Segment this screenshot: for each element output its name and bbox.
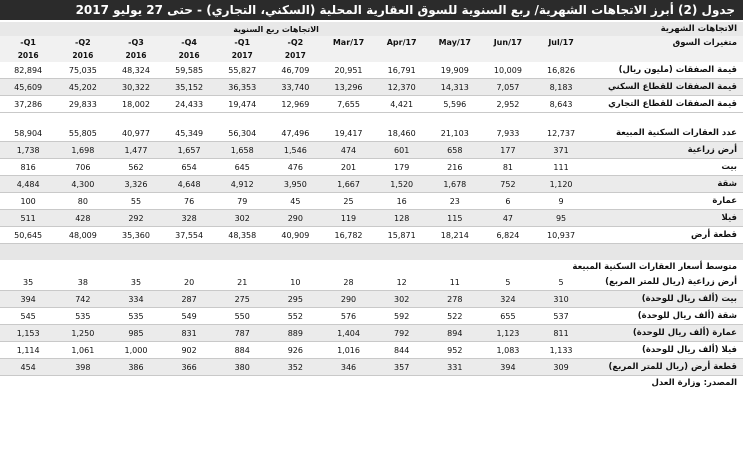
table-cell: 47	[481, 210, 534, 227]
table-row	[0, 308, 743, 325]
table-cell: 645	[216, 159, 269, 176]
column-year	[481, 49, 534, 62]
row-label: قيمة الصفقات للقطاع السكني	[588, 79, 743, 96]
column-header: Q2-	[269, 36, 322, 49]
table-cell: 4,912	[216, 176, 269, 193]
table-row	[0, 291, 743, 308]
column-year: 2016	[0, 49, 56, 62]
table-cell: 562	[109, 159, 162, 176]
row-label: عمارة (ألف ريال للوحدة)	[588, 325, 743, 342]
row-label: شقة (ألف ريال للوحدة)	[588, 308, 743, 325]
table-cell: 8,183	[534, 79, 587, 96]
table-cell: 7,933	[481, 125, 534, 142]
row-label: عمارة	[588, 193, 743, 210]
table-cell: 16,791	[375, 62, 428, 79]
table-cell: 454	[0, 359, 56, 376]
table-cell: 371	[534, 142, 587, 159]
table-cell: 310	[534, 291, 587, 308]
column-header: Q3-	[109, 36, 162, 49]
table-cell: 35,360	[109, 227, 162, 244]
table-cell: 4,648	[163, 176, 216, 193]
table-cell: 545	[0, 308, 56, 325]
table-row	[0, 176, 743, 193]
table-cell: 201	[322, 159, 375, 176]
table-cell: 1,083	[481, 342, 534, 359]
table-cell: 380	[216, 359, 269, 376]
table-cell: 742	[56, 291, 109, 308]
spacer-cell	[0, 244, 743, 261]
table-row	[0, 96, 743, 113]
row-label: قطعة أرض	[588, 227, 743, 244]
table-cell: 14,313	[428, 79, 481, 96]
table-cell: 58,904	[0, 125, 56, 142]
table-cell: 884	[216, 342, 269, 359]
table-cell: 5	[481, 274, 534, 291]
table-cell: 658	[428, 142, 481, 159]
table-cell: 278	[428, 291, 481, 308]
table-cell: 21	[216, 274, 269, 291]
table-cell: 3,950	[269, 176, 322, 193]
table-cell: 79	[216, 193, 269, 210]
table-cell: 46,709	[269, 62, 322, 79]
row-label: قيمة الصفقات للقطاع التجاري	[588, 96, 743, 113]
table-cell: 816	[0, 159, 56, 176]
header-row-years	[0, 49, 743, 62]
table-cell: 55,827	[216, 62, 269, 79]
table-cell: 831	[163, 325, 216, 342]
table-row	[0, 79, 743, 96]
table-cell: 428	[56, 210, 109, 227]
table-row	[0, 210, 743, 227]
table-cell: 45	[269, 193, 322, 210]
table-cell: 35	[0, 274, 56, 291]
table-cell: 328	[163, 210, 216, 227]
table-cell: 16,782	[322, 227, 375, 244]
table-cell: 40,909	[269, 227, 322, 244]
table-cell: 1,678	[428, 176, 481, 193]
table-cell: 10,937	[534, 227, 587, 244]
table-cell: 552	[269, 308, 322, 325]
table-cell: 28	[322, 274, 375, 291]
table-cell: 787	[216, 325, 269, 342]
table-cell: 290	[269, 210, 322, 227]
table-cell: 6	[481, 193, 534, 210]
monthly-label: الاتجاهات الشهرية	[588, 22, 743, 36]
table-cell: 287	[163, 291, 216, 308]
table-row	[0, 159, 743, 176]
table-title: جدول (2) أبرز الاتجاهات الشهرية/ ربع السنوية للسوق العقارية المحلية (السكني، التجاري) - حتى 27 يوليو 2017	[0, 0, 743, 20]
table-cell: 5,596	[428, 96, 481, 113]
table-cell: 1,114	[0, 342, 56, 359]
table-row	[0, 142, 743, 159]
table-row	[0, 125, 743, 142]
table-cell: 37,554	[163, 227, 216, 244]
column-year: 2017	[269, 49, 322, 62]
table-cell: 80	[56, 193, 109, 210]
table-cell: 752	[481, 176, 534, 193]
table-cell: 45,349	[163, 125, 216, 142]
table-cell: 550	[216, 308, 269, 325]
table-cell: 334	[109, 291, 162, 308]
table-cell: 19,417	[322, 125, 375, 142]
table-cell: 535	[56, 308, 109, 325]
table-cell: 11	[428, 274, 481, 291]
table-cell: 592	[375, 308, 428, 325]
row-label: فيلا	[588, 210, 743, 227]
blank-cell	[322, 22, 588, 36]
table-cell: 952	[428, 342, 481, 359]
column-header: Jul/17	[534, 36, 587, 49]
row-label: قطعة أرض (ريال للمتر المربع)	[588, 359, 743, 376]
table-cell: 844	[375, 342, 428, 359]
table-cell: 3,326	[109, 176, 162, 193]
column-header: Q1-	[0, 36, 56, 49]
table-cell: 7,057	[481, 79, 534, 96]
table-cell: 1,133	[534, 342, 587, 359]
table-cell: 654	[163, 159, 216, 176]
table-cell: 535	[109, 308, 162, 325]
table-cell: 19,909	[428, 62, 481, 79]
column-header: Jun/17	[481, 36, 534, 49]
table-cell: 9	[534, 193, 587, 210]
table-cell: 18,460	[375, 125, 428, 142]
table-cell: 37,286	[0, 96, 56, 113]
table-cell: 926	[269, 342, 322, 359]
table-cell: 1,016	[322, 342, 375, 359]
table-cell: 18,002	[109, 96, 162, 113]
table-cell: 10,009	[481, 62, 534, 79]
table-cell: 16,826	[534, 62, 587, 79]
column-year: 2016	[109, 49, 162, 62]
table-cell: 1,153	[0, 325, 56, 342]
column-header: Mar/17	[322, 36, 375, 49]
table-cell: 59,585	[163, 62, 216, 79]
table-cell: 346	[322, 359, 375, 376]
column-year	[375, 49, 428, 62]
table-cell: 474	[322, 142, 375, 159]
section-title: متوسط أسعار العقارات السكنية المبيعة	[428, 260, 743, 274]
table-cell: 1,123	[481, 325, 534, 342]
table-cell: 894	[428, 325, 481, 342]
table-cell: 16	[375, 193, 428, 210]
column-year: 2017	[216, 49, 269, 62]
table-cell: 4,300	[56, 176, 109, 193]
row-label: قيمة الصفقات (مليون ريال)	[588, 62, 743, 79]
table-cell: 366	[163, 359, 216, 376]
table-cell: 352	[269, 359, 322, 376]
row-label: شقة	[588, 176, 743, 193]
table-cell: 1,698	[56, 142, 109, 159]
table-cell: 1,546	[269, 142, 322, 159]
table-cell: 33,740	[269, 79, 322, 96]
table-cell: 655	[481, 308, 534, 325]
table-cell: 1,658	[216, 142, 269, 159]
table-cell: 522	[428, 308, 481, 325]
table-cell: 76	[163, 193, 216, 210]
table-cell: 100	[0, 193, 56, 210]
table-cell: 394	[0, 291, 56, 308]
table-cell: 29,833	[56, 96, 109, 113]
table-cell: 386	[109, 359, 162, 376]
table-cell: 275	[216, 291, 269, 308]
blank-cell	[588, 49, 743, 62]
table-cell: 1,120	[534, 176, 587, 193]
table-cell: 30,322	[109, 79, 162, 96]
table-cell: 45,609	[0, 79, 56, 96]
column-year	[534, 49, 587, 62]
table-row	[0, 325, 743, 342]
table-cell: 290	[322, 291, 375, 308]
blank-cell	[0, 260, 428, 274]
table-cell: 82,894	[0, 62, 56, 79]
table-cell: 10	[269, 274, 322, 291]
table-cell: 902	[163, 342, 216, 359]
table-cell: 19,474	[216, 96, 269, 113]
market-trends-table	[0, 22, 743, 390]
table-cell: 324	[481, 291, 534, 308]
spacer-row	[0, 113, 743, 126]
table-cell: 576	[322, 308, 375, 325]
table-cell: 1,061	[56, 342, 109, 359]
quarterly-label: الاتجاهات ربع السنوية	[0, 22, 322, 36]
table-cell: 12,737	[534, 125, 587, 142]
column-year: 2016	[163, 49, 216, 62]
table-cell: 23	[428, 193, 481, 210]
table-cell: 81	[481, 159, 534, 176]
table-cell: 48,009	[56, 227, 109, 244]
table-cell: 111	[534, 159, 587, 176]
table-row	[0, 62, 743, 79]
table-cell: 511	[0, 210, 56, 227]
variables-label: متغيرات السوق	[588, 36, 743, 49]
table-cell: 12	[375, 274, 428, 291]
row-label: أرض زراعية	[588, 142, 743, 159]
table-cell: 38	[56, 274, 109, 291]
table-cell: 95	[534, 210, 587, 227]
table-cell: 48,324	[109, 62, 162, 79]
table-cell: 394	[481, 359, 534, 376]
row-label: فيلا (ألف ريال للوحدة)	[588, 342, 743, 359]
table-row	[0, 274, 743, 291]
table-cell: 537	[534, 308, 587, 325]
table-cell: 47,496	[269, 125, 322, 142]
table-cell: 476	[269, 159, 322, 176]
table-cell: 1,738	[0, 142, 56, 159]
table-cell: 706	[56, 159, 109, 176]
table-cell: 2,952	[481, 96, 534, 113]
column-header: Q2-	[56, 36, 109, 49]
table-cell: 24,433	[163, 96, 216, 113]
table-cell: 48,358	[216, 227, 269, 244]
table-cell: 75,035	[56, 62, 109, 79]
table-cell: 985	[109, 325, 162, 342]
source-row	[0, 376, 743, 391]
table-cell: 18,214	[428, 227, 481, 244]
table-cell: 295	[269, 291, 322, 308]
table-cell: 20,951	[322, 62, 375, 79]
table-row	[0, 359, 743, 376]
table-cell: 21,103	[428, 125, 481, 142]
section-title-row	[0, 260, 743, 274]
table-cell: 55,805	[56, 125, 109, 142]
table-cell: 1,477	[109, 142, 162, 159]
column-header: May/17	[428, 36, 481, 49]
column-header: Q1-	[216, 36, 269, 49]
column-header: Q4-	[163, 36, 216, 49]
table-cell: 45,202	[56, 79, 109, 96]
table-cell: 40,977	[109, 125, 162, 142]
table-row	[0, 227, 743, 244]
table-cell: 216	[428, 159, 481, 176]
source-note: المصدر: وزارة العدل	[481, 376, 743, 391]
row-label: أرض زراعية (ريال للمتر المربع)	[588, 274, 743, 291]
table-cell: 13,296	[322, 79, 375, 96]
table-cell: 1,404	[322, 325, 375, 342]
row-label: بيت	[588, 159, 743, 176]
column-year	[322, 49, 375, 62]
table-cell: 8,643	[534, 96, 587, 113]
table-cell: 36,353	[216, 79, 269, 96]
spacer-cell	[0, 113, 743, 126]
table-cell: 6,824	[481, 227, 534, 244]
table-cell: 35,152	[163, 79, 216, 96]
table-cell: 1,000	[109, 342, 162, 359]
table-cell: 549	[163, 308, 216, 325]
table-cell: 292	[109, 210, 162, 227]
table-cell: 1,667	[322, 176, 375, 193]
blank-cell	[0, 376, 481, 391]
table-cell: 1,657	[163, 142, 216, 159]
table-row	[0, 342, 743, 359]
table-cell: 179	[375, 159, 428, 176]
table-cell: 1,250	[56, 325, 109, 342]
table-cell: 792	[375, 325, 428, 342]
column-year	[428, 49, 481, 62]
table-cell: 119	[322, 210, 375, 227]
table-cell: 601	[375, 142, 428, 159]
column-year: 2016	[56, 49, 109, 62]
table-cell: 309	[534, 359, 587, 376]
table-cell: 302	[216, 210, 269, 227]
table-cell: 50,645	[0, 227, 56, 244]
table-cell: 398	[56, 359, 109, 376]
table-cell: 56,304	[216, 125, 269, 142]
table-cell: 357	[375, 359, 428, 376]
table-cell: 12,370	[375, 79, 428, 96]
table-cell: 25	[322, 193, 375, 210]
table-cell: 889	[269, 325, 322, 342]
column-header: Apr/17	[375, 36, 428, 49]
table-cell: 811	[534, 325, 587, 342]
table-cell: 4,484	[0, 176, 56, 193]
table-cell: 15,871	[375, 227, 428, 244]
row-label: بيت (ألف ريال للوحدة)	[588, 291, 743, 308]
table-cell: 1,520	[375, 176, 428, 193]
table-cell: 35	[109, 274, 162, 291]
table-cell: 128	[375, 210, 428, 227]
table-cell: 5	[534, 274, 587, 291]
table-cell: 20	[163, 274, 216, 291]
table-cell: 7,655	[322, 96, 375, 113]
table-cell: 12,969	[269, 96, 322, 113]
table-cell: 4,421	[375, 96, 428, 113]
table-cell: 115	[428, 210, 481, 227]
row-label: عدد العقارات السكنية المبيعة	[588, 125, 743, 142]
table-cell: 177	[481, 142, 534, 159]
table-cell: 55	[109, 193, 162, 210]
table-cell: 302	[375, 291, 428, 308]
header-row-columns	[0, 36, 743, 49]
table-row	[0, 193, 743, 210]
spacer-row	[0, 244, 743, 261]
table-cell: 331	[428, 359, 481, 376]
header-row-groups	[0, 22, 743, 36]
